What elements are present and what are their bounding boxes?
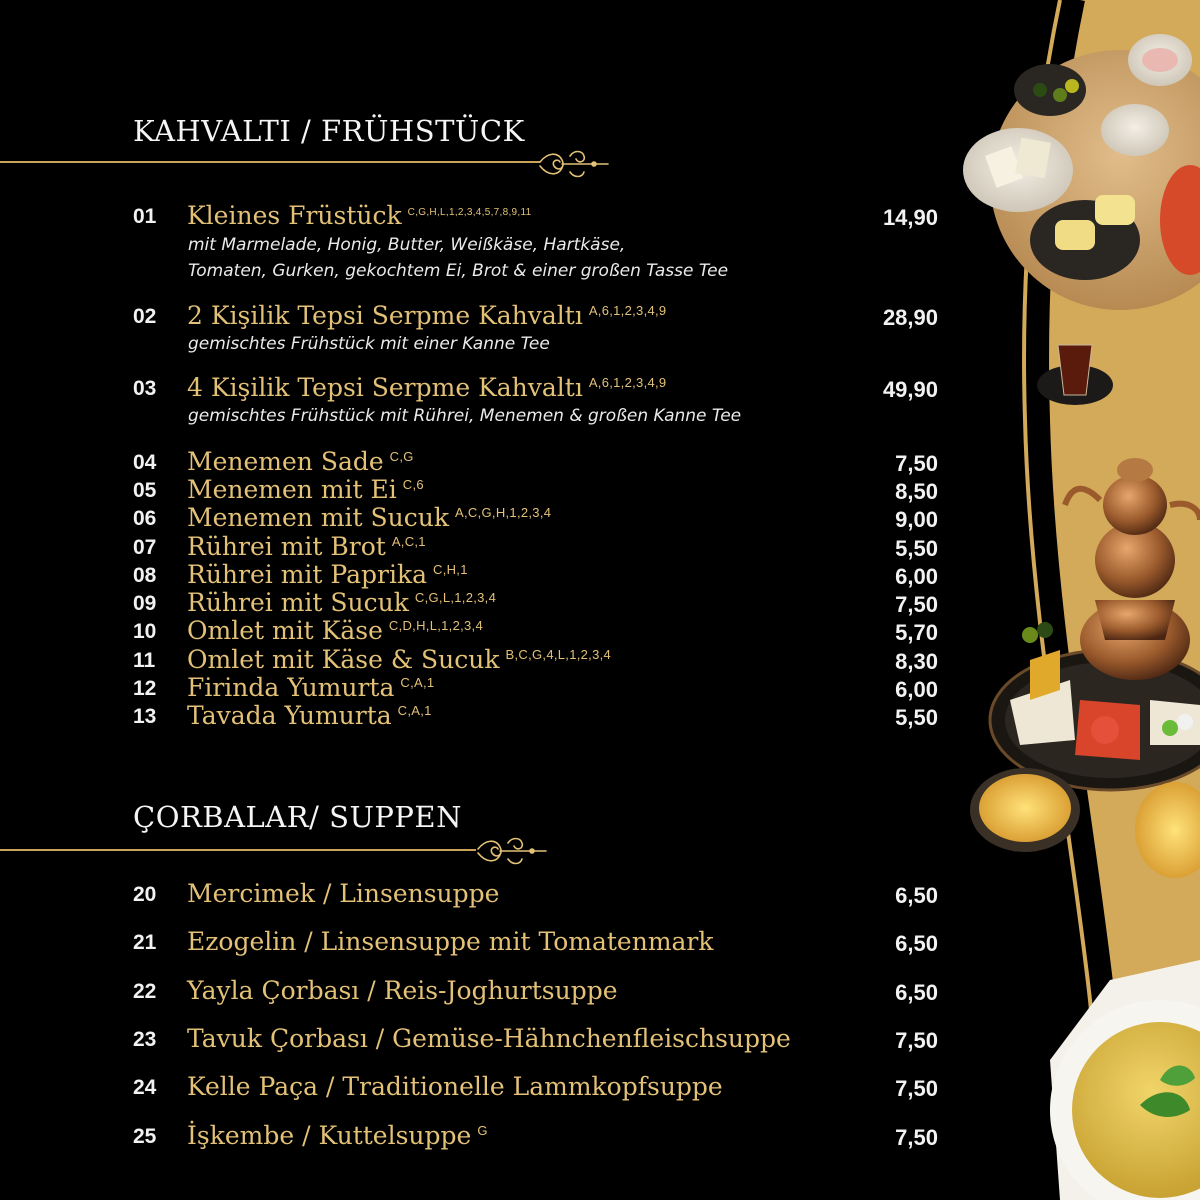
allergen-codes: A,6,1,2,3,4,9 [588,374,667,390]
item-name [187,645,611,674]
item-price: 7,50 [895,592,938,617]
item-number: 06 [133,507,157,530]
item-number: 24 [133,1076,157,1099]
samovar-breakfast-photo [990,458,1200,790]
item-number: 09 [133,592,157,615]
item-name [187,301,666,330]
item-number: 01 [133,205,157,228]
item-name-text: Omlet mit Käse & Sucuk [187,645,500,674]
egg-bowl-photo [970,768,1200,878]
allergen-codes: A,C,G,H,1,2,3,4 [455,504,552,520]
item-number: 07 [133,536,157,559]
item-name: Mercimek / Linsensuppe [187,879,500,908]
allergen-codes: C,G,L,1,2,3,4 [414,589,497,605]
item-number: 11 [133,649,156,672]
flourish-ornament-icon [536,146,612,182]
allergen-codes: C,G [389,448,414,464]
item-name-text: Kleines Früstück [187,201,402,230]
item-name [187,1121,488,1150]
item-name [187,503,551,532]
item-name-text: Tavada Yumurta [187,701,392,730]
item-price: 5,50 [895,705,938,730]
soup-bowl-photo [1050,960,1200,1200]
item-name [187,616,483,645]
item-name [187,532,426,561]
item-name-text: Rührei mit Brot [187,532,386,561]
section-divider [0,161,540,163]
item-price: 6,50 [895,980,938,1005]
item-name: Ezogelin / Linsensuppe mit Tomatenmark [187,927,714,956]
item-price: 6,00 [895,677,938,702]
item-price: 5,70 [895,620,938,645]
allergen-codes: C,A,1 [397,702,432,718]
item-name: Tavuk Çorbası / Gemüse-Hähnchenfleischsuppe [187,1024,791,1053]
allergen-codes: B,C,G,4,L,1,2,3,4 [505,646,612,662]
item-number: 13 [133,705,157,728]
item-price: 7,50 [895,1076,938,1101]
item-name-text: Firinda Yumurta [187,673,395,702]
item-name-text: Menemen Sade [187,447,384,476]
tea-glass-photo [1037,345,1113,405]
item-name [187,373,666,402]
section-divider [0,849,476,851]
item-number: 12 [133,677,157,700]
item-price: 49,90 [882,377,938,402]
item-name-text: Omlet mit Käse [187,616,383,645]
item-name: Kelle Paça / Traditionelle Lammkopfsuppe [187,1072,723,1101]
allergen-codes: C,D,H,L,1,2,3,4 [388,617,483,633]
allergen-codes: C,G,H,L,1,2,3,4,5,7,8,9,11 [407,206,532,218]
allergen-codes: A,C,1 [391,533,426,549]
item-description: Tomaten, Gurken, gekochtem Ei, Brot & einer großen Tasse Tee [188,261,729,281]
item-number: 23 [133,1028,157,1051]
item-price: 7,50 [895,451,938,476]
flourish-ornament-icon [474,833,550,869]
item-number: 04 [133,451,157,474]
item-price: 8,30 [895,649,938,674]
item-number: 20 [133,883,157,906]
item-name-text: 2 Kişilik Tepsi Serpme Kahvaltı [187,301,583,330]
item-price: 8,50 [895,479,938,504]
item-price: 6,50 [895,883,938,908]
section-title-soups: ÇORBALAR/ SUPPEN [133,800,462,834]
item-name: Yayla Çorbası / Reis-Joghurtsuppe [187,976,618,1005]
item-number: 22 [133,980,157,1003]
item-name [187,701,432,730]
item-number: 10 [133,620,157,643]
item-number: 02 [133,305,157,328]
item-name-text: Rührei mit Paprika [187,560,428,589]
item-name-text: Menemen mit Ei [187,475,397,504]
item-name [187,475,424,504]
item-price: 6,50 [895,931,938,956]
item-name-text: İşkembe / Kuttelsuppe [187,1121,472,1150]
breakfast-board-photo [963,34,1200,310]
item-name [187,447,414,476]
item-price: 7,50 [895,1028,938,1053]
item-price: 5,50 [895,536,938,561]
item-name-text: Menemen mit Sucuk [187,503,450,532]
item-number: 03 [133,377,157,400]
item-price: 28,90 [882,305,938,330]
item-name-text: Rührei mit Sucuk [187,588,409,617]
item-name [187,560,468,589]
item-number: 05 [133,479,157,502]
item-number: 21 [133,931,157,954]
item-description: gemischtes Frühstück mit einer Kanne Tee [188,334,550,354]
item-price: 7,50 [895,1125,938,1150]
item-name [187,588,496,617]
allergen-codes: A,6,1,2,3,4,9 [588,302,667,318]
allergen-codes: G [477,1122,488,1138]
item-price: 6,00 [895,564,938,589]
item-description: mit Marmelade, Honig, Butter, Weißkäse, Hartkäse, [188,235,626,255]
item-name [187,201,531,230]
allergen-codes: C,6 [402,476,424,492]
section-title-breakfast: KAHVALTI / FRÜHSTÜCK [133,114,525,148]
item-name [187,673,434,702]
item-number: 08 [133,564,157,587]
item-description: gemischtes Frühstück mit Rührei, Menemen & großen Kanne Tee [188,406,742,426]
item-price: 14,90 [882,205,938,230]
allergen-codes: C,A,1 [400,674,435,690]
item-price: 9,00 [895,507,938,532]
item-name-text: 4 Kişilik Tepsi Serpme Kahvaltı [187,373,583,402]
allergen-codes: C,H,1 [433,561,468,577]
item-number: 25 [133,1125,157,1148]
